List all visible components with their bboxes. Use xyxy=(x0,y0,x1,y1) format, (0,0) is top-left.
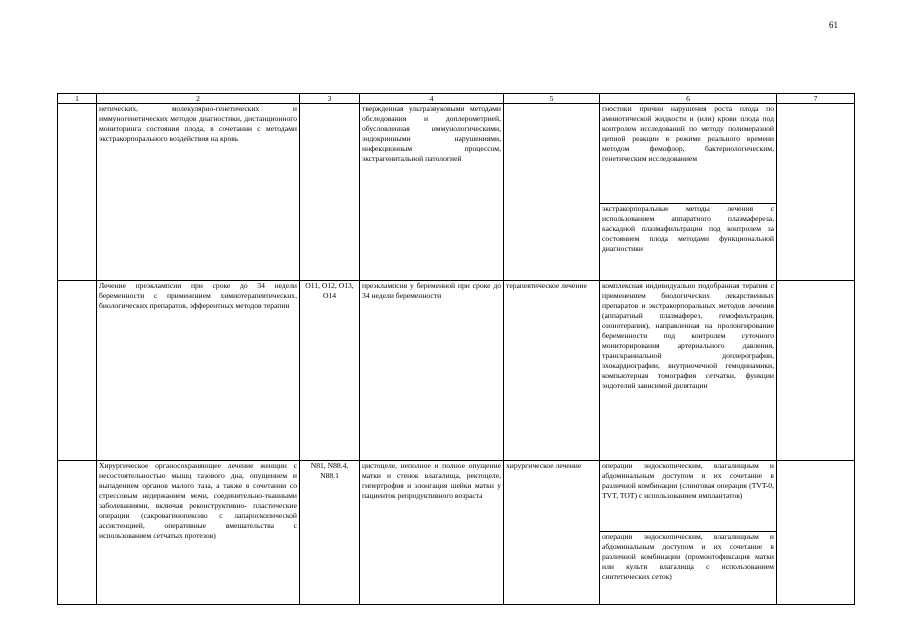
cost-cell xyxy=(777,461,855,605)
method-cell xyxy=(600,104,777,281)
row-number-cell xyxy=(58,461,97,605)
icd-code-cell: O11, O12, O13, O14 xyxy=(300,281,360,461)
patient-model-cell: цистоцеле, неполное и полное опущение матки и стенок влагалища, ректоцеле, гипертрофия и элонгация шейки матки у пациенток репродуктивного возраста xyxy=(360,461,504,605)
column-number: 7 xyxy=(777,94,855,104)
method-text: операции эндоскопическим, влагалищным и абдоминальным доступом и их сочетание в различной комбинации (слинговая операция (TVT-0, TVT, TOT) с использованием имплантатов) xyxy=(602,461,774,500)
method-text: экстракорпоральные методы лечения с использованием аппаратного плазмафереза, каскадной плазмафильтрации под контролем за состоянием плода методами функциональной диагностики xyxy=(602,204,774,253)
row-number-cell xyxy=(58,104,97,281)
method-cell: комплексная индивидуально подобранная терапия с применением биологических лекарственных препаратов и экстракорпоральных методов лечения (аппаратный плазмаферез, гемофильтрация, озонотерапия), направленная на пролонгирование беременности под контролем суточного мониторирования артериального давления, транскраниальной доплерографии, эхокардиографии, внутриочечной гемодинамики, компьютерная томография сетчатки, функции эндотелий зависимой дилятации xyxy=(600,281,777,461)
procedure-name-cell: Лечение преэклампсии при сроке до 34 недели беременности с применением химиотерапевтических, биологических препаратов, эфферентных методов терапии xyxy=(97,281,300,461)
method-text: операции эндоскопическим, влагалищным и абдоминальным доступом и их сочетание в различной комбинации (промонтофиксация матки или культи влагалища с использованием синтетических сеток) xyxy=(602,532,774,581)
method-text: гностики причин нарушения роста плода по амниотической жидкости и (или) крови плода под контролем исследований по методу полимеразной цепной реакции в режиме реального времени методом фемофлор, бактериологическим, генетическим исследованием xyxy=(602,104,774,163)
icd-code-cell: N81, N88.4, N88.1 xyxy=(300,461,360,605)
patient-model-cell: твержденная ультразвуковыми методами обследования и доплерометрией, обусловленная иммунологическими, эндокринными нарушениями, инфекционным процессом, экстрагенитальной патологией xyxy=(360,104,504,281)
table-row xyxy=(58,281,855,461)
procedure-name-cell: Хирургическое органосохраняющее лечение женщин с несостоятельностью мышц тазового дна, опущением и выпадением органов малого таза, а также в сочетании со стрессовым недержанием мочи, соединительно-тканными заболеваниями, включая реконструктивно- пластические операции (сакровагинопексию с лапароскопической ассистенцией, оперативные вмешательства с использованием сетчатых протезов) xyxy=(97,461,300,605)
patient-model-cell: преэклампсия у беременной при сроке до 34 недели беременности xyxy=(360,281,504,461)
page-number: 61 xyxy=(829,20,838,30)
column-number: 4 xyxy=(360,94,504,104)
column-number: 2 xyxy=(97,94,300,104)
column-number: 6 xyxy=(600,94,777,104)
cost-cell xyxy=(777,281,855,461)
icd-code-cell xyxy=(300,104,360,281)
column-number: 1 xyxy=(58,94,97,104)
table-row xyxy=(58,461,855,605)
column-number: 3 xyxy=(300,94,360,104)
row-number-cell xyxy=(58,281,97,461)
procedures-table xyxy=(57,93,855,605)
column-number-row xyxy=(58,94,855,104)
cost-cell xyxy=(777,104,855,281)
method-cell xyxy=(600,461,777,605)
treatment-type-cell: хирургическое лечение xyxy=(504,461,600,605)
treatment-type-cell xyxy=(504,104,600,281)
treatment-type-cell: терапевтическое лечение xyxy=(504,281,600,461)
table-row xyxy=(58,104,855,281)
procedure-name-cell: нетических, молекулярно-генетических и иммуногенетических методов диагностики, дистанционного мониторинга состояния плода, в сочетании с методами экстракорпорального воздействия на кровь xyxy=(97,104,300,281)
column-number: 5 xyxy=(504,94,600,104)
